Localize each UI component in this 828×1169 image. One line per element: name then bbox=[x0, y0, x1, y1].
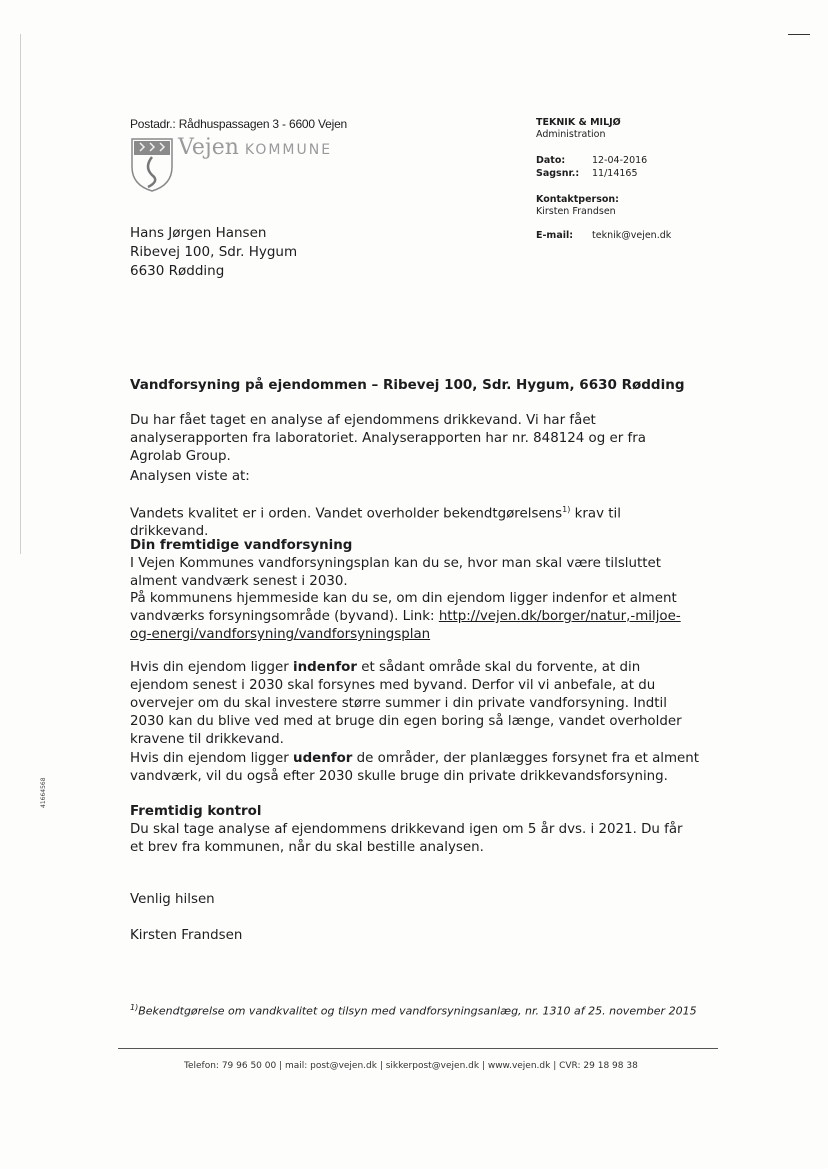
case-value: 11/14165 bbox=[592, 167, 638, 179]
case-label: Sagsnr.: bbox=[536, 167, 580, 179]
document-id: 41664568 bbox=[40, 777, 47, 808]
outside-text-b: de områder, der planlægges forsynet fra et alment vandværk, vil du også efter 2030 skulle bruge din private drikkevandsforsyning. bbox=[130, 751, 700, 784]
inside-text-a: Hvis din ejendom ligger bbox=[130, 660, 294, 675]
postal-address: Postadr.: Rådhuspassagen 3 - 6600 Vejen bbox=[130, 117, 348, 131]
recipient-street: Ribevej 100, Sdr. Hygum bbox=[130, 244, 298, 260]
paragraph-website bbox=[130, 590, 700, 644]
logo-name: Vejen bbox=[178, 135, 239, 160]
result-text-end: krav til drikkevand. bbox=[130, 506, 621, 540]
footnote bbox=[130, 1003, 697, 1018]
scan-edge-line bbox=[20, 34, 21, 554]
recipient-name: Hans Jørgen Hansen bbox=[130, 225, 267, 241]
website-text: På kommunens hjemmeside kan du se, om din ejendom ligger indenfor et alment vandværks forsyningsområde (byvand). Link: bbox=[130, 591, 677, 624]
contact-label: Kontaktperson: bbox=[536, 194, 619, 205]
letter-subject: Vandforsyning på ejendommen – Ribevej 100, Sdr. Hygum, 6630 Rødding bbox=[130, 377, 685, 393]
closing-greeting: Venlig hilsen bbox=[130, 892, 215, 907]
outside-text-a: Hvis din ejendom ligger bbox=[130, 751, 294, 766]
department-block bbox=[536, 117, 621, 141]
contact-value: Kirsten Frandsen bbox=[536, 206, 616, 217]
footnote-ref: 1) bbox=[562, 505, 571, 514]
signature-name: Kirsten Frandsen bbox=[130, 928, 243, 943]
paragraph-outside bbox=[130, 750, 700, 786]
recipient-city: 6630 Rødding bbox=[130, 263, 225, 279]
footer-contact: Telefon: 79 96 50 00 | mail: post@vejen.dk | sikkerpost@vejen.dk | www.vejen.dk | CVR: 29 18 98 38 bbox=[184, 1061, 638, 1071]
plan-link[interactable]: http://vejen.dk/borger/natur,-miljoe-og-energi/vandforsyning/vandforsyningsplan bbox=[130, 609, 681, 642]
email-value[interactable]: teknik@vejen.dk bbox=[592, 230, 672, 241]
result-text: Vandets kvalitet er i orden. Vandet overholder bekendtgørelsens bbox=[130, 506, 563, 522]
outside-bold: udenfor bbox=[293, 751, 353, 766]
paragraph-analysis: Du har fået taget en analyse af ejendommens drikkevand. Vi har fået analyserapporten fra laboratoriet. Analyserapporten har nr. 848124 og er fra Agrolab Group. bbox=[130, 413, 646, 464]
heading-future-control: Fremtidig kontrol bbox=[130, 804, 262, 819]
date-label: Dato: bbox=[536, 155, 566, 166]
municipality-logo bbox=[130, 137, 332, 193]
paragraph-inside bbox=[130, 659, 700, 749]
date-value: 12-04-2016 bbox=[592, 155, 648, 166]
letter-meta bbox=[536, 155, 647, 180]
contact-block bbox=[536, 194, 619, 218]
department-unit: Administration bbox=[536, 129, 606, 140]
inside-bold: indenfor bbox=[293, 660, 357, 675]
logo-subtitle: KOMMUNE bbox=[244, 142, 333, 158]
paragraph-control: Du skal tage analyse af ejendommens drikkevand igen om 5 år dvs. i 2021. Du får et brev fra kommunen, når du skal bestille analysen. bbox=[130, 822, 683, 855]
heading-future-supply: Din fremtidige vandforsyning bbox=[130, 538, 353, 553]
inside-text-b: et sådant område skal du forvente, at din ejendom senest i 2030 skal forsynes med byvand. Derfor vil vi anbefale, at du overvejer om du skal investere større summer i din private vandforsyning. Indtil 2030 kan du blive ved med at bruge din egen boring så længe, vandet overholder kravene til drikkevand. bbox=[130, 660, 682, 747]
department-name: TEKNIK & MILJØ bbox=[536, 117, 621, 128]
paragraph-result bbox=[130, 501, 700, 541]
footnote-marker: 1) bbox=[130, 1003, 139, 1012]
email-label: E-mail: bbox=[536, 230, 574, 241]
footnote-text: Bekendtgørelse om vandkvalitet og tilsyn med vandforsyningsanlæg, nr. 1310 af 25. november 2015 bbox=[138, 1004, 697, 1018]
paragraph-result-intro: Analysen viste at: bbox=[130, 469, 250, 484]
paragraph-plan: I Vejen Kommunes vandforsyningsplan kan du se, hvor man skal være tilsluttet alment vandværk senest i 2030. bbox=[130, 556, 661, 589]
email-block bbox=[536, 230, 671, 241]
coat-of-arms-icon bbox=[130, 137, 174, 193]
scan-mark bbox=[788, 34, 810, 35]
footer-divider bbox=[118, 1048, 718, 1049]
recipient-address bbox=[130, 224, 297, 281]
